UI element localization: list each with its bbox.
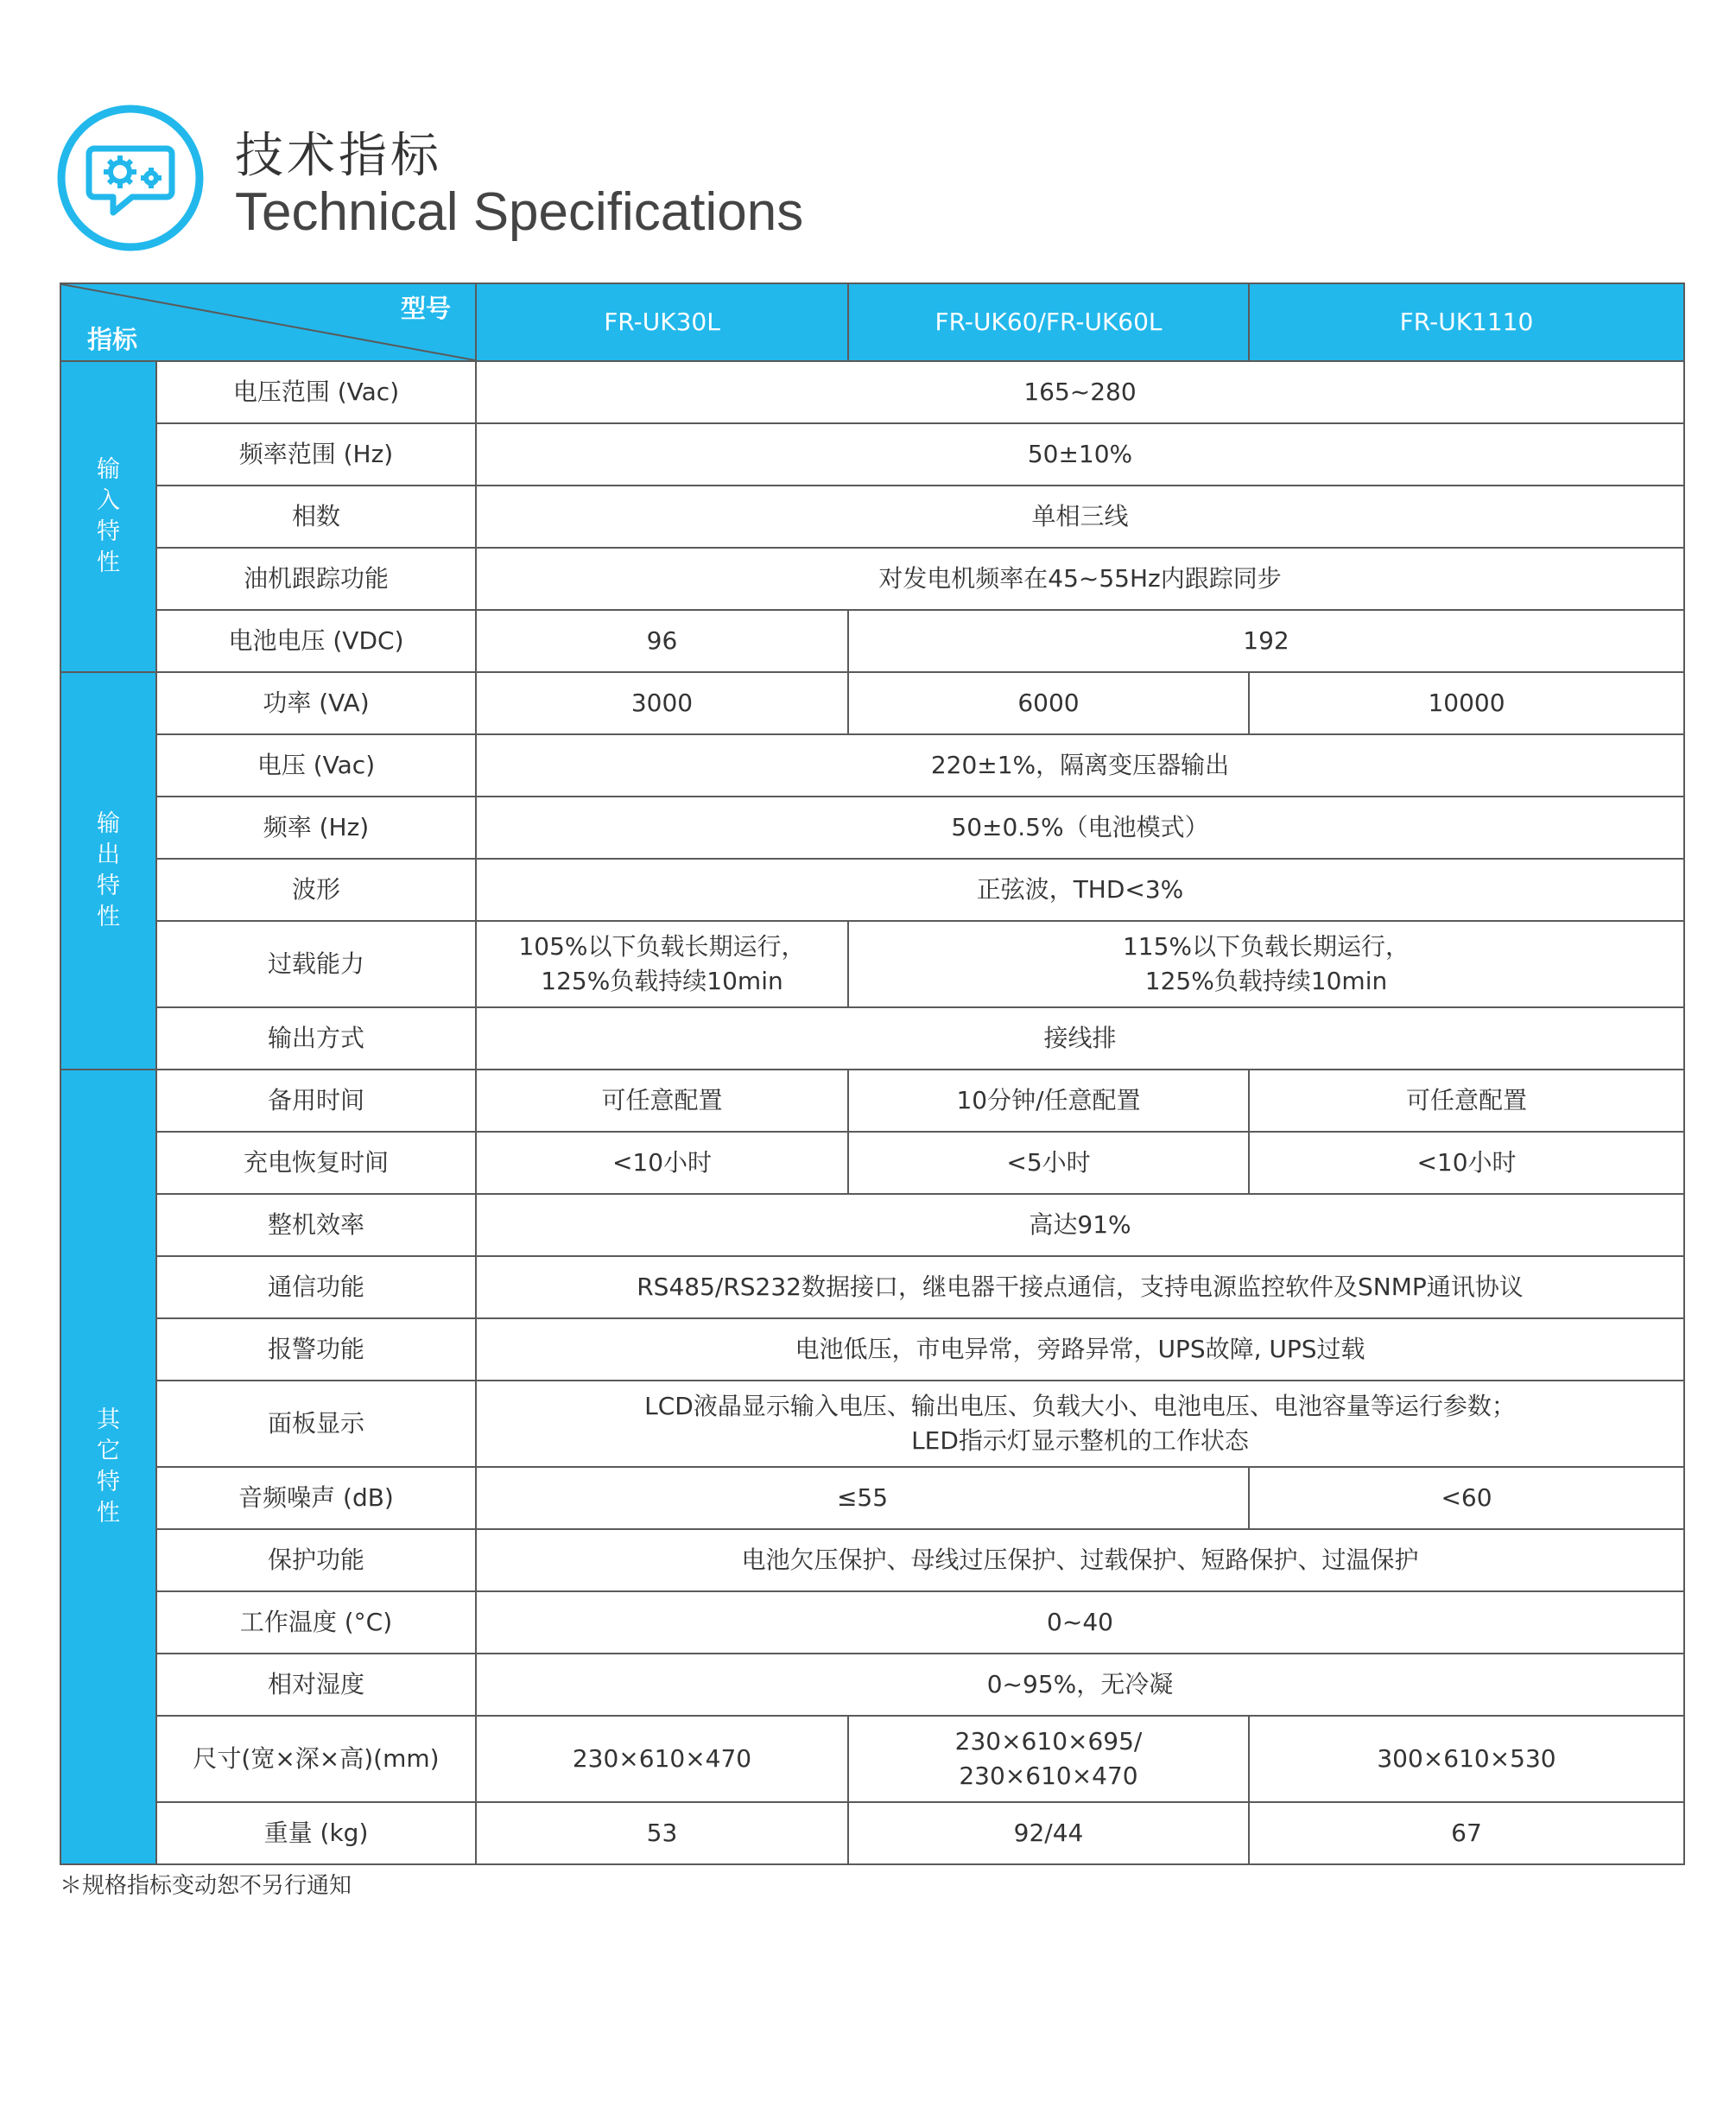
row-label: 面板显示 (156, 1381, 476, 1467)
row-label: 整机效率 (156, 1194, 476, 1256)
row-value: 96 (476, 610, 848, 672)
row-label: 电压范围 (Vac) (156, 361, 476, 423)
row-value: 3000 (476, 672, 848, 734)
row-value: 6000 (848, 672, 1249, 734)
table-row (60, 1070, 1684, 1132)
table-row (60, 734, 1684, 797)
page-title-english: Technical Specifications (235, 182, 804, 242)
table-row (60, 1381, 1684, 1467)
row-value: 92/44 (848, 1802, 1249, 1864)
value-line: LED指示灯显示整机的工作状态 (911, 1426, 1249, 1455)
row-label: 相对湿度 (156, 1654, 476, 1716)
row-value: <10小时 (476, 1132, 848, 1194)
row-label: 充电恢复时间 (156, 1132, 476, 1194)
table-row (60, 1007, 1684, 1070)
row-value: RS485/RS232数据接口，继电器干接点通信，支持电源监控软件及SNMP通讯协议 (476, 1256, 1684, 1318)
row-value: 电池低压，市电异常，旁路异常，UPS故障, UPS过载 (476, 1318, 1684, 1381)
table-row (60, 423, 1684, 486)
value-line: 115%以下负载长期运行， (1122, 932, 1410, 961)
table-row (60, 1716, 1684, 1802)
corner-index-label: 指标 (87, 325, 138, 354)
value-line: 105%以下负载长期运行， (518, 932, 806, 961)
value-line: 125%负载持续10min (541, 967, 783, 995)
row-value: <10小时 (1249, 1132, 1684, 1194)
row-label: 电池电压 (VDC) (156, 610, 476, 672)
row-value (848, 921, 1684, 1007)
row-value: 53 (476, 1802, 848, 1864)
row-value: 正弦波，THD<3% (476, 859, 1684, 921)
row-label: 频率 (Hz) (156, 797, 476, 859)
table-row (60, 1467, 1684, 1529)
row-value: 可任意配置 (476, 1070, 848, 1132)
table-row (60, 1132, 1684, 1194)
row-label: 报警功能 (156, 1318, 476, 1381)
footnote: ＊规格指标变动恕不另行通知 (60, 1873, 352, 1899)
value-line: LCD液晶显示输入电压、输出电压、负载大小、电池电压、电池容量等运行参数； (644, 1392, 1516, 1420)
row-value: 对发电机频率在45~55Hz内跟踪同步 (476, 548, 1684, 610)
table-row (60, 672, 1684, 734)
table-row (60, 797, 1684, 859)
row-value (476, 921, 848, 1007)
row-label: 功率 (VA) (156, 672, 476, 734)
row-label: 频率范围 (Hz) (156, 423, 476, 486)
row-label: 过载能力 (156, 921, 476, 1007)
model-header: FR-UK60/FR-UK60L (848, 283, 1249, 361)
row-value (848, 1716, 1249, 1802)
row-value: 165~280 (476, 361, 1684, 423)
row-label: 通信功能 (156, 1256, 476, 1318)
page-title-chinese: 技术指标 (235, 128, 442, 184)
row-value: <5小时 (848, 1132, 1249, 1194)
row-label: 电压 (Vac) (156, 734, 476, 797)
row-value: 电池欠压保护、母线过压保护、过载保护、短路保护、过温保护 (476, 1529, 1684, 1591)
table-row (60, 1591, 1684, 1654)
table-row (60, 1802, 1684, 1864)
row-value: 230×610×470 (476, 1716, 848, 1802)
value-line: 230×610×695/ (954, 1727, 1143, 1755)
gear-chat-icon (56, 104, 205, 252)
table-header-row (60, 283, 1684, 361)
table-row (60, 548, 1684, 610)
row-label: 波形 (156, 859, 476, 921)
row-value: 67 (1249, 1802, 1684, 1864)
value-line: 125%负载持续10min (1144, 967, 1388, 995)
row-value: 可任意配置 (1249, 1070, 1684, 1132)
corner-model-label: 型号 (400, 294, 451, 323)
row-value: 50±0.5%（电池模式） (476, 797, 1684, 859)
row-label: 备用时间 (156, 1070, 476, 1132)
table-row (60, 1256, 1684, 1318)
row-label: 重量 (kg) (156, 1802, 476, 1864)
row-value: 0~40 (476, 1591, 1684, 1654)
table-row (60, 1654, 1684, 1716)
row-value: 220±1%，隔离变压器输出 (476, 734, 1684, 797)
row-value: 接线排 (476, 1007, 1684, 1070)
table-row (60, 1194, 1684, 1256)
model-header: FR-UK30L (476, 283, 848, 361)
row-value: 50±10% (476, 423, 1684, 486)
table-row (60, 1529, 1684, 1591)
table-row (60, 486, 1684, 548)
corner-cell (60, 283, 476, 361)
row-label: 音频噪声 (dB) (156, 1467, 476, 1529)
row-label: 尺寸(宽×深×高)(mm) (156, 1716, 476, 1802)
row-value: 高达91% (476, 1194, 1684, 1256)
row-value: 300×610×530 (1249, 1716, 1684, 1802)
row-value: 0~95%，无冷凝 (476, 1654, 1684, 1716)
table-row (60, 859, 1684, 921)
row-label: 工作温度 (°C) (156, 1591, 476, 1654)
table-row (60, 921, 1684, 1007)
group-label-output: 输出特性 (60, 672, 156, 1070)
row-label: 保护功能 (156, 1529, 476, 1591)
row-label: 输出方式 (156, 1007, 476, 1070)
table-row (60, 361, 1684, 423)
row-value: 单相三线 (476, 486, 1684, 548)
row-value: 192 (848, 610, 1684, 672)
row-label: 油机跟踪功能 (156, 548, 476, 610)
row-label: 相数 (156, 486, 476, 548)
model-header: FR-UK1110 (1249, 283, 1684, 361)
table-row (60, 1318, 1684, 1381)
group-label-input: 输入特性 (60, 361, 156, 672)
value-line: 230×610×470 (959, 1762, 1138, 1790)
row-value: ≤55 (476, 1467, 1249, 1529)
row-value: 10000 (1249, 672, 1684, 734)
spec-table (60, 283, 1685, 1865)
row-value: 10分钟/任意配置 (848, 1070, 1249, 1132)
row-value: <60 (1249, 1467, 1684, 1529)
table-row (60, 610, 1684, 672)
page-header (56, 104, 1179, 259)
group-label-other: 其它特性 (60, 1070, 156, 1864)
row-value (476, 1381, 1684, 1467)
